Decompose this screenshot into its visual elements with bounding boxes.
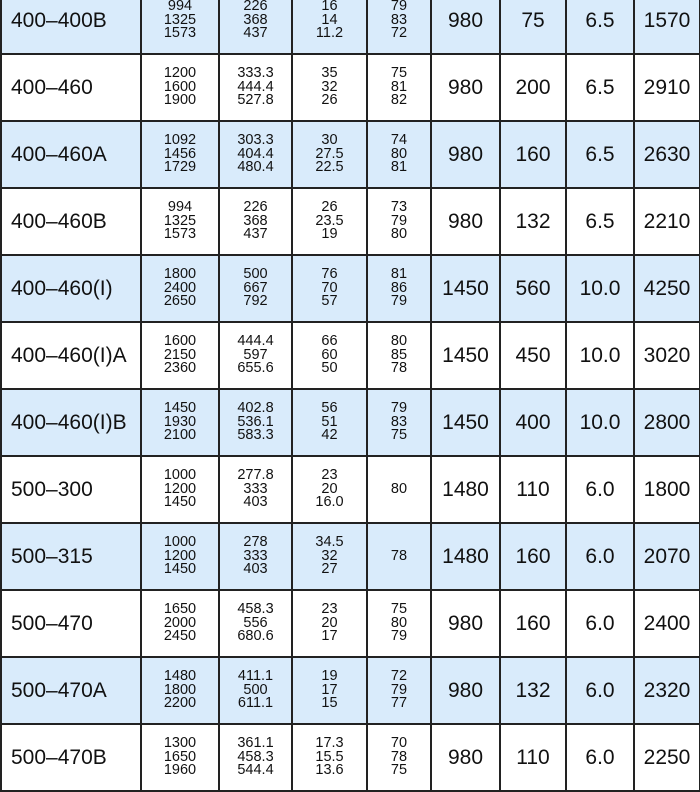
npsh-cell: 6.5	[566, 121, 634, 188]
flow-m3h-cell	[141, 657, 219, 724]
cell-value: 80	[390, 226, 408, 243]
cell-value: 79	[390, 0, 408, 15]
efficiency-cell	[367, 0, 431, 54]
cell-value: 226	[243, 199, 268, 216]
cell-value: 57	[321, 293, 338, 310]
head-cell	[292, 121, 367, 188]
weight-cell: 2800	[634, 389, 700, 456]
cell-value: 23	[321, 467, 338, 484]
cell-value: 500	[243, 681, 268, 698]
model-cell: 400–460A	[1, 121, 141, 188]
cell-value: 16	[321, 0, 338, 15]
cell-value: 34.5	[315, 534, 344, 551]
cell-value: 680.6	[237, 628, 274, 645]
cell-value: 458.3	[237, 748, 274, 765]
cell-value: 42	[321, 427, 338, 444]
cell-value: 17.3	[315, 735, 344, 752]
npsh-cell: 6.5	[566, 0, 634, 54]
efficiency-cell	[367, 54, 431, 121]
cell-value: 226	[243, 0, 268, 15]
cell-value: 1800	[163, 681, 197, 698]
flow-ls-cell	[219, 188, 292, 255]
npsh-cell: 6.0	[566, 724, 634, 791]
cell-value: 277.8	[237, 467, 274, 484]
flow-ls-cell	[219, 724, 292, 791]
cell-value: 597	[243, 346, 268, 363]
cell-value: 27	[321, 561, 338, 578]
model-cell: 400–400B	[1, 0, 141, 54]
head-cell	[292, 523, 367, 590]
head-cell	[292, 724, 367, 791]
cell-value: 1456	[163, 145, 197, 162]
npsh-cell: 10.0	[566, 389, 634, 456]
efficiency-cell	[367, 322, 431, 389]
efficiency-cell	[367, 389, 431, 456]
flow-ls-cell	[219, 121, 292, 188]
power-cell: 132	[500, 657, 566, 724]
model-cell: 500–470B	[1, 724, 141, 791]
cell-value: 1200	[163, 65, 197, 82]
cell-value: 667	[243, 279, 268, 296]
weight-cell: 2320	[634, 657, 700, 724]
weight-cell: 3020	[634, 322, 700, 389]
power-cell: 110	[500, 456, 566, 523]
head-cell	[292, 389, 367, 456]
flow-m3h-cell	[141, 121, 219, 188]
model-cell: 400–460	[1, 54, 141, 121]
cell-value: 78	[390, 360, 408, 377]
cell-value: 72	[390, 668, 408, 685]
cell-value: 1800	[163, 266, 197, 283]
table-body	[1, 0, 700, 791]
table-row	[1, 255, 700, 322]
cell-value: 23	[321, 601, 338, 618]
cell-value: 404.4	[237, 145, 274, 162]
flow-m3h-cell	[141, 188, 219, 255]
cell-value: 85	[390, 346, 408, 363]
cell-value: 32	[321, 78, 338, 95]
cell-value: 303.3	[237, 132, 274, 149]
cell-value: 1450	[163, 400, 197, 417]
flow-m3h-cell	[141, 255, 219, 322]
cell-value: 78	[390, 748, 408, 765]
cell-value: 80	[390, 145, 408, 162]
cell-value: 1300	[163, 735, 197, 752]
table-row	[1, 523, 700, 590]
cell-value: 500	[243, 266, 268, 283]
power-cell: 160	[500, 523, 566, 590]
head-cell	[292, 255, 367, 322]
cell-value: 75	[390, 762, 408, 779]
cell-value: 1650	[163, 748, 197, 765]
table-row	[1, 389, 700, 456]
model-cell: 400–460B	[1, 188, 141, 255]
cell-value: 458.3	[237, 601, 274, 618]
head-cell	[292, 322, 367, 389]
cell-value: 403	[243, 561, 268, 578]
cell-value: 60	[321, 346, 338, 363]
cell-value: 14	[321, 11, 338, 28]
cell-value: 56	[321, 400, 338, 417]
cell-value: 527.8	[237, 92, 274, 109]
cell-value: 1900	[163, 92, 197, 109]
cell-value: 2450	[163, 628, 197, 645]
efficiency-cell	[367, 523, 431, 590]
table-row	[1, 724, 700, 791]
cell-value: 444.4	[237, 78, 274, 95]
cell-value: 536.1	[237, 413, 274, 430]
flow-ls-cell	[219, 523, 292, 590]
power-cell: 560	[500, 255, 566, 322]
cell-value: 1600	[163, 78, 197, 95]
cell-value: 50	[321, 360, 338, 377]
speed-cell: 1450	[431, 389, 500, 456]
cell-value: 70	[390, 735, 408, 752]
cell-value: 13.6	[315, 762, 344, 779]
weight-cell: 2250	[634, 724, 700, 791]
cell-value: 437	[243, 25, 268, 42]
cell-value: 403	[243, 494, 268, 511]
speed-cell: 1480	[431, 456, 500, 523]
flow-ls-cell	[219, 389, 292, 456]
speed-cell: 980	[431, 0, 500, 54]
head-cell	[292, 0, 367, 54]
cell-value: 361.1	[237, 735, 274, 752]
cell-value: 79	[390, 681, 408, 698]
cell-value: 78	[390, 547, 408, 564]
cell-value: 1200	[163, 547, 197, 564]
cell-value: 70	[321, 279, 338, 296]
cell-value: 75	[390, 65, 408, 82]
cell-value: 1480	[163, 668, 197, 685]
cell-value: 1573	[163, 226, 197, 243]
flow-ls-cell	[219, 255, 292, 322]
cell-value: 51	[321, 413, 338, 430]
cell-value: 1000	[163, 467, 197, 484]
cell-value: 32	[321, 547, 338, 564]
cell-value: 20	[321, 614, 338, 631]
cell-value: 2400	[163, 279, 197, 296]
cell-value: 23.5	[315, 212, 344, 229]
cell-value: 81	[390, 159, 408, 176]
power-cell: 75	[500, 0, 566, 54]
cell-value: 73	[390, 199, 408, 216]
head-cell	[292, 188, 367, 255]
cell-value: 583.3	[237, 427, 274, 444]
cell-value: 1200	[163, 480, 197, 497]
cell-value: 19	[321, 226, 338, 243]
model-cell: 500–315	[1, 523, 141, 590]
speed-cell: 980	[431, 121, 500, 188]
weight-cell: 2400	[634, 590, 700, 657]
head-cell	[292, 456, 367, 523]
cell-value: 368	[243, 11, 268, 28]
cell-value: 368	[243, 212, 268, 229]
model-cell: 400–460(I)B	[1, 389, 141, 456]
npsh-cell: 10.0	[566, 255, 634, 322]
efficiency-cell	[367, 188, 431, 255]
weight-cell: 2070	[634, 523, 700, 590]
efficiency-cell	[367, 456, 431, 523]
npsh-cell: 6.0	[566, 523, 634, 590]
cell-value: 76	[321, 266, 338, 283]
flow-m3h-cell	[141, 389, 219, 456]
cell-value: 1450	[163, 561, 197, 578]
table-row	[1, 121, 700, 188]
power-cell: 160	[500, 590, 566, 657]
power-cell: 132	[500, 188, 566, 255]
power-cell: 450	[500, 322, 566, 389]
cell-value: 80	[390, 480, 408, 497]
flow-m3h-cell	[141, 456, 219, 523]
npsh-cell: 6.0	[566, 456, 634, 523]
efficiency-cell	[367, 657, 431, 724]
cell-value: 77	[390, 695, 408, 712]
cell-value: 86	[390, 279, 408, 296]
cell-value: 544.4	[237, 762, 274, 779]
efficiency-cell	[367, 255, 431, 322]
cell-value: 1960	[163, 762, 197, 779]
cell-value: 480.4	[237, 159, 274, 176]
npsh-cell: 6.5	[566, 54, 634, 121]
cell-value: 75	[390, 427, 408, 444]
npsh-cell: 6.5	[566, 188, 634, 255]
cell-value: 15.5	[315, 748, 344, 765]
speed-cell: 980	[431, 657, 500, 724]
cell-value: 402.8	[237, 400, 274, 417]
cell-value: 994	[167, 199, 193, 216]
flow-ls-cell	[219, 657, 292, 724]
cell-value: 27.5	[315, 145, 344, 162]
cell-value: 2360	[163, 360, 197, 377]
cell-value: 75	[390, 601, 408, 618]
cell-value: 83	[390, 11, 408, 28]
flow-ls-cell	[219, 590, 292, 657]
cell-value: 16.0	[315, 494, 344, 511]
cell-value: 26	[321, 199, 338, 216]
cell-value: 79	[390, 628, 408, 645]
cell-value: 1600	[163, 333, 197, 350]
efficiency-cell	[367, 590, 431, 657]
table-row	[1, 54, 700, 121]
cell-value: 1729	[163, 159, 197, 176]
cell-value: 35	[321, 65, 338, 82]
flow-m3h-cell	[141, 724, 219, 791]
cell-value: 444.4	[237, 333, 274, 350]
cell-value: 17	[321, 628, 338, 645]
head-cell	[292, 590, 367, 657]
cell-value: 79	[390, 293, 408, 310]
weight-cell: 1800	[634, 456, 700, 523]
flow-m3h-cell	[141, 0, 219, 54]
cell-value: 15	[321, 695, 338, 712]
cell-value: 1325	[163, 212, 197, 229]
efficiency-cell	[367, 724, 431, 791]
power-cell: 400	[500, 389, 566, 456]
cell-value: 1325	[163, 11, 197, 28]
cell-value: 82	[390, 92, 408, 109]
cell-value: 2000	[163, 614, 197, 631]
npsh-cell: 6.0	[566, 657, 634, 724]
cell-value: 79	[390, 212, 408, 229]
cell-value: 1573	[163, 25, 197, 42]
table-row	[1, 456, 700, 523]
cell-value: 26	[321, 92, 338, 109]
cell-value: 11.2	[315, 25, 344, 42]
cell-value: 437	[243, 226, 268, 243]
cell-value: 30	[321, 132, 338, 149]
cell-value: 333	[243, 547, 268, 564]
cell-value: 17	[321, 681, 338, 698]
speed-cell: 980	[431, 54, 500, 121]
cell-value: 83	[390, 413, 408, 430]
table-row	[1, 657, 700, 724]
flow-m3h-cell	[141, 523, 219, 590]
weight-cell: 1570	[634, 0, 700, 54]
flow-ls-cell	[219, 54, 292, 121]
cell-value: 72	[390, 25, 408, 42]
weight-cell: 2210	[634, 188, 700, 255]
cell-value: 22.5	[315, 159, 344, 176]
cell-value: 81	[390, 78, 408, 95]
model-cell: 500–470	[1, 590, 141, 657]
cell-value: 79	[390, 400, 408, 417]
speed-cell: 980	[431, 590, 500, 657]
table-row	[1, 0, 700, 54]
efficiency-cell	[367, 121, 431, 188]
weight-cell: 2910	[634, 54, 700, 121]
cell-value: 1092	[163, 132, 197, 149]
table-row	[1, 188, 700, 255]
speed-cell: 980	[431, 724, 500, 791]
cell-value: 2100	[163, 427, 197, 444]
weight-cell: 2630	[634, 121, 700, 188]
cell-value: 333	[243, 480, 268, 497]
speed-cell: 980	[431, 188, 500, 255]
head-cell	[292, 54, 367, 121]
table-row	[1, 590, 700, 657]
model-cell: 500–470A	[1, 657, 141, 724]
cell-value: 1650	[163, 601, 197, 618]
cell-value: 2650	[163, 293, 197, 310]
cell-value: 994	[167, 0, 193, 15]
cell-value: 2150	[163, 346, 197, 363]
cell-value: 19	[321, 668, 338, 685]
cell-value: 655.6	[237, 360, 274, 377]
cell-value: 556	[243, 614, 268, 631]
cell-value: 278	[243, 534, 268, 551]
cell-value: 66	[321, 333, 338, 350]
cell-value: 81	[390, 266, 408, 283]
cell-value: 74	[390, 132, 408, 149]
cell-value: 411.1	[237, 668, 274, 685]
flow-ls-cell	[219, 322, 292, 389]
cell-value: 611.1	[237, 695, 274, 712]
cell-value: 1930	[163, 413, 197, 430]
power-cell: 160	[500, 121, 566, 188]
cell-value: 1450	[163, 494, 197, 511]
power-cell: 200	[500, 54, 566, 121]
cell-value: 80	[390, 614, 408, 631]
cell-value: 2200	[163, 695, 197, 712]
head-cell	[292, 657, 367, 724]
model-cell: 500–300	[1, 456, 141, 523]
speed-cell: 1480	[431, 523, 500, 590]
model-cell: 400–460(I)A	[1, 322, 141, 389]
speed-cell: 1450	[431, 322, 500, 389]
weight-cell: 4250	[634, 255, 700, 322]
npsh-cell: 6.0	[566, 590, 634, 657]
cell-value: 792	[243, 293, 268, 310]
cell-value: 80	[390, 333, 408, 350]
flow-m3h-cell	[141, 54, 219, 121]
cell-value: 20	[321, 480, 338, 497]
flow-ls-cell	[219, 456, 292, 523]
cell-value: 1000	[163, 534, 197, 551]
model-cell: 400–460(I)	[1, 255, 141, 322]
speed-cell: 1450	[431, 255, 500, 322]
cell-value: 333.3	[237, 65, 274, 82]
flow-m3h-cell	[141, 322, 219, 389]
flow-m3h-cell	[141, 590, 219, 657]
flow-ls-cell	[219, 0, 292, 54]
table-row	[1, 322, 700, 389]
power-cell: 110	[500, 724, 566, 791]
npsh-cell: 10.0	[566, 322, 634, 389]
